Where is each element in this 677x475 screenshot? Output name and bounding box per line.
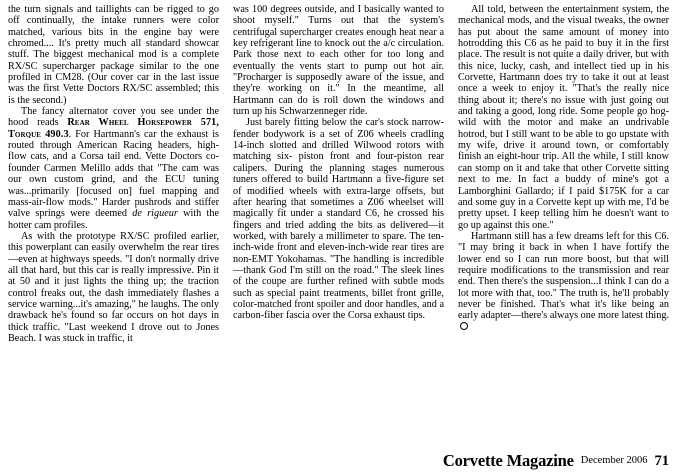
paragraph bbox=[458, 231, 669, 334]
paragraph bbox=[8, 231, 219, 344]
issue-date: December 2006 bbox=[580, 455, 648, 466]
paragraph-text: was 100 degrees outside, and I basically wanted to shoot myself." Turns out that the system's centrifugal supercharger creates enough heat near a key refrigerant line to knock out the a/c circulation. Park those next to each other for too long and eventually the vents start to pump out hot air. "Procharger is supposedly aware of the issue, and they're working on it." In the meantime, all Hartmann can do is roll down the windows and turn up his Schwarzenneger ride. bbox=[233, 4, 444, 118]
text-column-1 bbox=[8, 4, 219, 434]
paragraph bbox=[8, 4, 219, 106]
page-footer bbox=[8, 445, 669, 469]
paragraph-text: Just barely fitting below the car's stock narrow-fender bodywork is a set of Z06 wheels cradling 14-inch slotted and drilled Wilwood rotors with matching six- piston front and four-piston rear calipers. During the planning stages numerous tuners offered to build Hartmann a five-figure set of modified wheels with extra-large offsets, but after hearing that sometimes a Z06 wheelset will magically fit under a standard C6, he crossed his fingers and tried adding the bits as delivered—it worked, with barely a millimeter to spare. The ten-inch-wide front and eleven-inch-wide rear tires are non-EMT Yokohamas. "The handling is incredible—thank God I'm still on the road." The sleek lines of the coupe are further refined with subtle mods such as special paint treatments, billet front grille, color-matched front spoiler and door handles, and a carbon-fiber fascia over the Corsa exhaust tips. bbox=[233, 117, 444, 322]
paragraph bbox=[458, 4, 669, 231]
page-number: 71 bbox=[654, 453, 669, 469]
italic-run: de rigueur bbox=[132, 208, 178, 220]
paragraph bbox=[8, 106, 219, 231]
text-column-3 bbox=[458, 4, 669, 434]
magazine-title: Corvette Magazine bbox=[442, 451, 574, 470]
article-columns bbox=[8, 4, 669, 434]
small-caps-run: Rear Wheel Horsepower 571, Torque 490.3 bbox=[8, 117, 219, 140]
paragraph-text: All told, between the entertainment system, the mechanical mods, and the visual tweaks, the owner has put about the same amount of money into hotrodding this C6 as he paid to buy it in the first place. The result is not quite a daily driver, but with this nice, lucky, cash, and intellect tied up in his Corvette, Hartmann does try to take it out at least once a week to enjoy it. "That's the really nice thing about it; there's no issue with just going out and taking a good, long ride. Some people go hog-wild with the motor and make an undrivable hotrod, but I still want to be able to go upstate with my wife, drive it around town, or comfortably finish an eight-hour trip. All the while, I still know can stomp on it and take that other Corvette sitting next to me. In fact a buddy of mine's got a Lamborghini Gallardo; if I paid $175K for a car and some guy in a Corvette kept up with me, I'd be pretty upset. I keep telling him he doesn't want to go up against this one." bbox=[458, 4, 669, 231]
paragraph-text: . For Hartmann's car the exhaust is routed through American Racing headers, high-flow cats, and a Corsa tail end. Vette Doctors co-founder Carmen Melillo adds that "The cam was our own custom grind, and the ECU tuning was...primarily [focused on] fuel mapping and mass-air-flow mods." Harder pushrods and stiffer valve springs were deemed bbox=[8, 128, 219, 220]
paragraph-text: with the hotter cam profiles. bbox=[8, 208, 220, 231]
paragraph bbox=[233, 117, 444, 321]
paragraph-text: Hartmann still has a few dreams left for this C6. "I may bring it back in when I have fortify the lower end so I can run more boost, but that will require modifications to the transmission and rear end. Then there's the suspension...I think I can do a lot more with that, too." The truth is, he'll probably never be finished. That's what it's like being an early adapter—there's always one more latest thing. bbox=[458, 230, 669, 322]
paragraph-text: As with the prototype RX/SC profiled earlier, this powerplant can easily overwhelm the rear tires—even at highways speeds. "I don't normally drive all that hard, but this car is really impressive. Pin it at 50 and it just lights the thing up; the traction control freaks out, the dash immediately flashes a service warning...it's amazing," he laughs. The only drawback he's found so far occurs on hot days in thick traffic. "Last weekend I drove out to Jones Beach. I was stuck in traffic, it bbox=[8, 230, 219, 344]
paragraph-text: the turn signals and taillights can be rigged to go off continually, the intake runners were color matched, various bits in the engine bay were chromed.... It's pretty much all standard showcar stuff. The biggest mechanical mod is a complete RX/SC supercharger package similar to the one profiled in CM28. (Our cover car in the last issue was the first Vette Doctors RX/SC assembled; this is the second.) bbox=[8, 4, 219, 106]
end-of-article-mark bbox=[460, 322, 468, 330]
paragraph bbox=[233, 4, 444, 117]
paragraph-text: The fancy alternator cover you see under the hood reads bbox=[8, 106, 219, 129]
text-column-2 bbox=[233, 4, 444, 434]
